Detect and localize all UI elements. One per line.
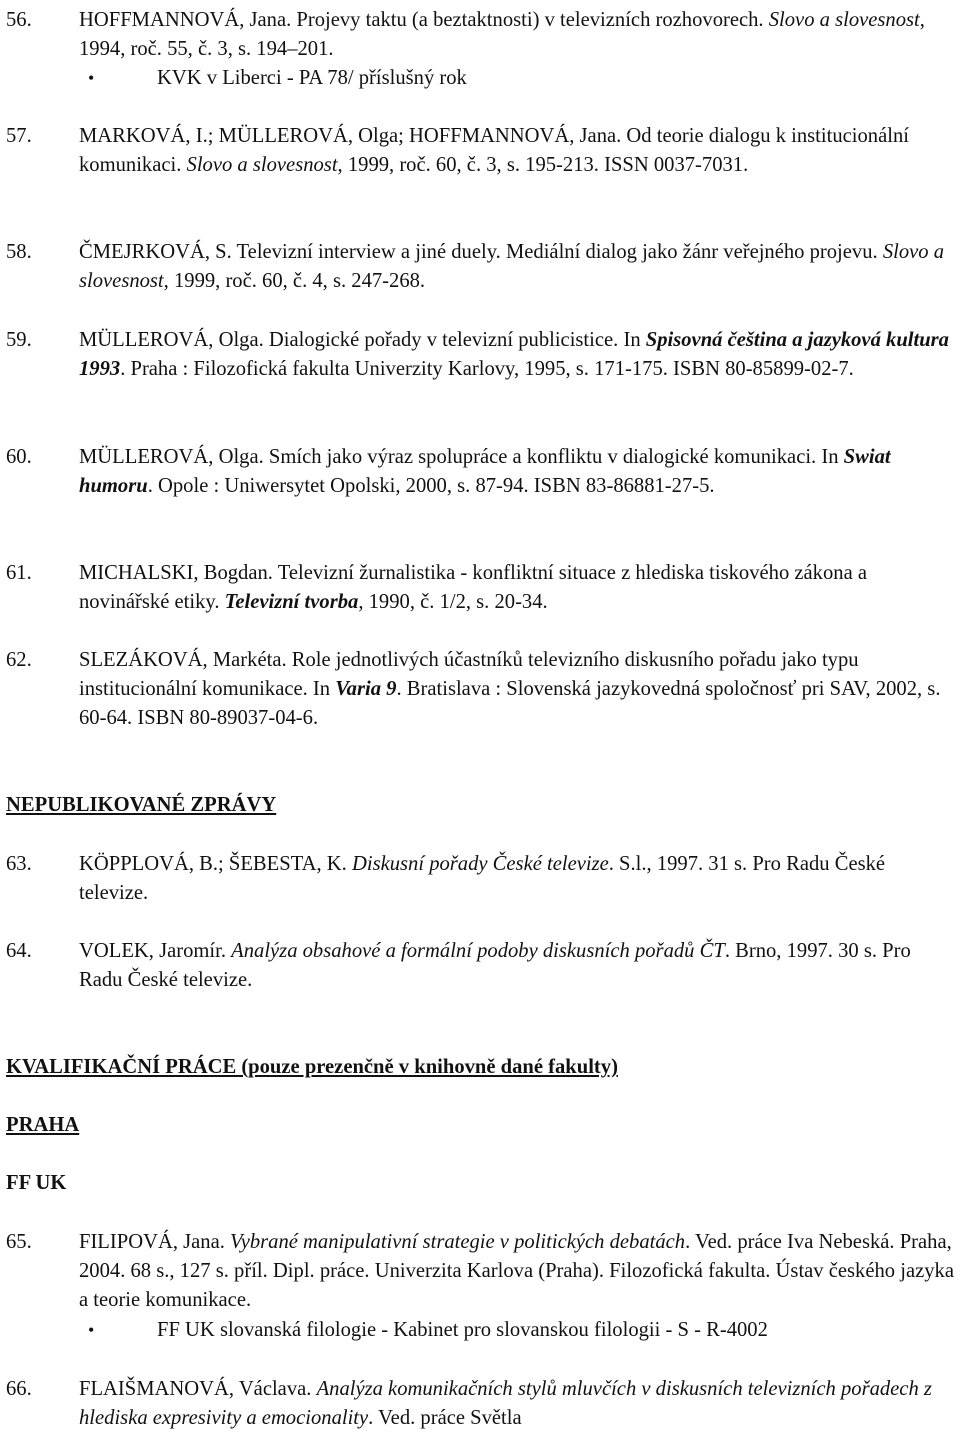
entry-text-segment: , 1990, č. 1/2, s. 20-34. — [358, 591, 548, 613]
bibliography-entry — [0, 1228, 956, 1315]
entry-number: 61. — [6, 562, 32, 584]
entry-number: 56. — [6, 9, 32, 31]
entry-title: Spisovná čeština a jazyková kultura 1993 — [79, 329, 949, 380]
bibliography-entry — [0, 1375, 956, 1433]
entry-number: 64. — [6, 940, 32, 962]
entry-text-segment: FILIPOVÁ, Jana. — [79, 1231, 231, 1253]
entry-text — [79, 238, 956, 296]
entry-title: Swiat humoru — [79, 446, 891, 497]
entry-number: 65. — [6, 1231, 32, 1253]
bullet-note — [0, 1316, 956, 1345]
entry-title: Varia 9 — [335, 678, 397, 700]
bibliography-entry — [0, 646, 956, 733]
bibliography-entry — [0, 443, 956, 501]
entry-number: 62. — [6, 649, 32, 671]
bullet-icon: • — [88, 1320, 95, 1340]
entry-text — [79, 1375, 956, 1433]
entry-title: Diskusní pořady České televize — [351, 853, 609, 875]
bibliography-entry — [0, 6, 956, 64]
entry-text — [79, 6, 956, 64]
bibliography-entry — [0, 326, 956, 384]
entry-text — [79, 559, 956, 617]
bullet-text: FF UK slovanská filologie - Kabinet pro slovanskou filologii - S - R-4002 — [157, 1319, 768, 1341]
entry-number: 58. — [6, 241, 32, 263]
entry-text-segment: HOFFMANNOVÁ, Jana. Projevy taktu (a beztaktnosti) v televizních rozhovorech. — [79, 9, 769, 31]
entry-text — [79, 326, 956, 384]
bullet-note — [0, 64, 956, 93]
entry-text-segment: . Opole : Uniwersytet Opolski, 2000, s. 87-94. ISBN 83-86881-27-5. — [147, 475, 715, 497]
entry-number: 57. — [6, 125, 32, 147]
entry-text-segment: . Ved. práce Iva Nebeská. Praha, 2004. 68 s., 127 s. příl. Dipl. práce. Univerzita Karlova (Praha). Filozofická fakulta. Ústav českého jazyka a teorie komunikace. — [79, 1231, 954, 1311]
entry-text-segment: . S.l., 1997. 31 s. Pro Radu České televize. — [79, 853, 886, 904]
entry-title: Analýza komunikačních stylů mluvčích v diskusních televizních pořadech z hlediska expresivity a emocionality — [79, 1378, 932, 1429]
section-heading: PRAHA — [6, 1114, 80, 1136]
bibliography-entry — [0, 850, 956, 908]
entry-title: Analýza obsahové a formální podoby diskusních pořadů ČT — [231, 940, 725, 962]
entry-text — [79, 850, 956, 908]
entry-text-segment: , 1994, roč. 55, č. 3, s. 194–201. — [79, 9, 925, 60]
entry-text-segment: ČMEJRKOVÁ, S. Televizní interview a jiné duely. Mediální dialog jako žánr veřejného projevu. — [79, 241, 883, 263]
entry-text-segment: . Praha : Filozofická fakulta Univerzity Karlovy, 1995, s. 171-175. ISBN 80-85899-02-7. — [120, 358, 854, 380]
entry-number: 60. — [6, 446, 32, 468]
entry-title: Slovo a slovesnost — [79, 241, 945, 292]
entry-text-segment: . Brno, 1997. 30 s. Pro Radu České televize. — [79, 940, 911, 991]
entry-title: Slovo a slovesnost — [186, 154, 338, 176]
entry-text-segment: , 1999, roč. 60, č. 3, s. 195-213. ISSN 0037-7031. — [337, 154, 749, 176]
entry-text-segment: MARKOVÁ, I.; MÜLLEROVÁ, Olga; HOFFMANNOVÁ, Jana. Od teorie dialogu k institucionální komunikaci. — [79, 125, 909, 176]
entry-text-segment: MÜLLEROVÁ, Olga. Smích jako výraz spolupráce a konfliktu v dialogické komunikaci. In — [79, 446, 844, 468]
entry-text-segment: . Ved. práce Světla — [368, 1407, 522, 1429]
entry-text-segment: KÖPPLOVÁ, B.; ŠEBESTA, K. — [79, 853, 352, 875]
bibliography-entry — [0, 559, 956, 617]
entry-text-segment: MÜLLEROVÁ, Olga. Dialogické pořady v televizní publicistice. In — [79, 329, 646, 351]
section-heading: FF UK — [6, 1172, 67, 1194]
entry-number: 63. — [6, 853, 32, 875]
entry-text — [79, 443, 956, 501]
bibliography-entry — [0, 937, 956, 995]
entry-number: 66. — [6, 1378, 32, 1400]
section-heading: NEPUBLIKOVANÉ ZPRÁVY — [6, 794, 277, 816]
entry-text — [79, 1228, 956, 1315]
bullet-icon: • — [88, 68, 95, 88]
entry-text — [79, 122, 956, 180]
entry-title: Vybrané manipulativní strategie v politických debatách — [230, 1231, 686, 1253]
entry-text-segment: . Bratislava : Slovenská jazykovedná spoločnosť pri SAV, 2002, s. 60-64. ISBN 80-89037-04-6. — [79, 678, 941, 729]
entry-text-segment: VOLEK, Jaromír. — [79, 940, 232, 962]
bibliography-entry — [0, 238, 956, 296]
entry-text-segment: FLAIŠMANOVÁ, Václava. — [79, 1378, 317, 1400]
entry-title: Televizní tvorba — [224, 591, 359, 613]
bibliography-entry — [0, 122, 956, 180]
section-heading: KVALIFIKAČNÍ PRÁCE (pouze prezenčně v knihovně dané fakulty) — [6, 1056, 618, 1078]
entry-title: Slovo a slovesnost — [768, 9, 920, 31]
entry-text — [79, 937, 956, 995]
entry-number: 59. — [6, 329, 32, 351]
entry-text-segment: SLEZÁKOVÁ, Markéta. Role jednotlivých účastníků televizního diskusního pořadu jako typu institucionální komunikace. In — [79, 649, 859, 700]
bullet-text: KVK v Liberci - PA 78/ příslušný rok — [157, 67, 467, 89]
entry-text-segment: , 1999, roč. 60, č. 4, s. 247-268. — [163, 270, 426, 292]
entry-text-segment: MICHALSKI, Bogdan. Televizní žurnalistika - konfliktní situace z hlediska tiskového zákona a novinářské etiky. — [79, 562, 867, 613]
entry-text — [79, 646, 956, 733]
